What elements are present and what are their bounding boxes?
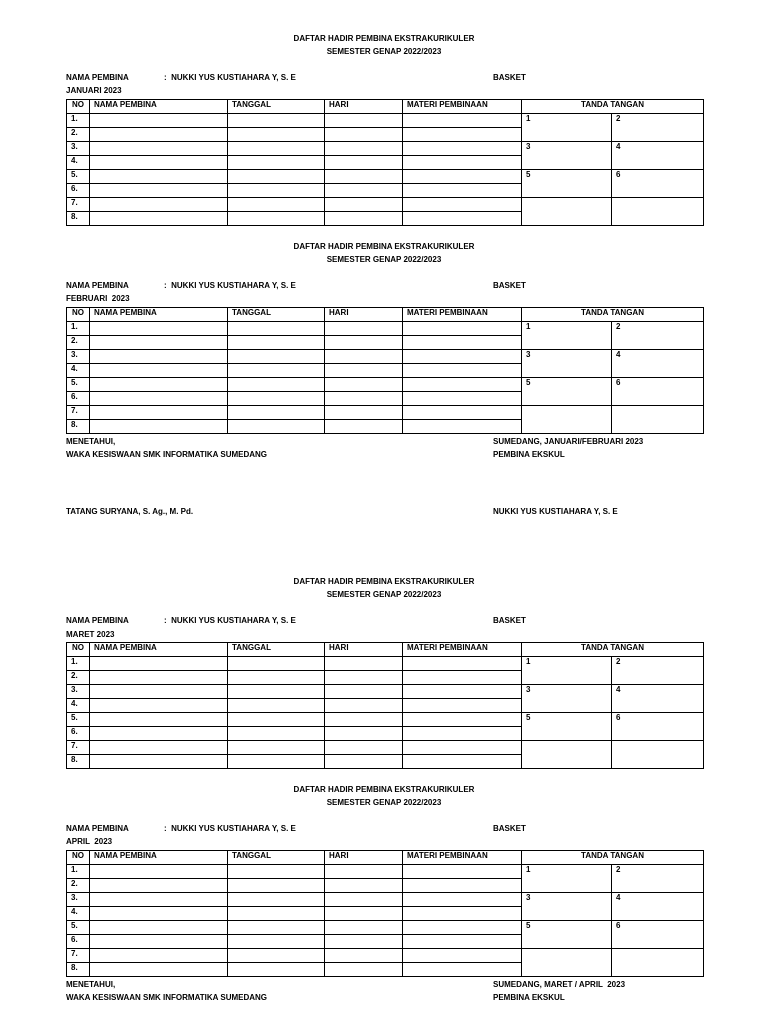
signature-cell[interactable]: 1 (522, 865, 612, 893)
cell-tanggal[interactable] (228, 963, 325, 977)
row-number: 4. (67, 156, 90, 170)
header-no: NO (67, 643, 90, 657)
cell-hari[interactable] (325, 921, 403, 935)
nama-pembina-label: NAMA PEMBINA (66, 281, 129, 290)
signature-cell[interactable]: 6 (612, 170, 704, 198)
cell-nama[interactable] (90, 671, 228, 685)
cell-hari[interactable] (325, 935, 403, 949)
cell-materi[interactable] (403, 963, 522, 977)
attendance-table (66, 850, 704, 977)
cell-nama[interactable] (90, 350, 228, 364)
cell-hari[interactable] (325, 420, 403, 434)
table-header-row (67, 851, 704, 865)
cell-tanggal[interactable] (228, 741, 325, 755)
header-tanggal: TANGGAL (228, 308, 325, 322)
cell-hari[interactable] (325, 907, 403, 921)
cell-materi[interactable] (403, 212, 522, 226)
row-number: 1. (67, 865, 90, 879)
cell-hari[interactable] (325, 114, 403, 128)
nama-pembina-value: : NUKKI YUS KUSTIAHARA Y, S. E (164, 281, 296, 290)
signature-cell[interactable]: 4 (612, 142, 704, 170)
pembina-ekskul-label: PEMBINA EKSKUL (493, 993, 565, 1002)
signature-cell[interactable]: 5 (522, 170, 612, 198)
cell-nama[interactable] (90, 893, 228, 907)
cell-nama[interactable] (90, 156, 228, 170)
header-nama-pembina: NAMA PEMBINA (90, 643, 228, 657)
cell-tanggal[interactable] (228, 406, 325, 420)
table-row (67, 685, 704, 699)
row-number: 1. (67, 322, 90, 336)
cell-materi[interactable] (403, 364, 522, 378)
cell-hari[interactable] (325, 184, 403, 198)
signature-cell[interactable]: 4 (612, 893, 704, 921)
cell-tanggal[interactable] (228, 322, 325, 336)
cell-hari[interactable] (325, 671, 403, 685)
cell-materi[interactable] (403, 727, 522, 741)
cell-materi[interactable] (403, 420, 522, 434)
cell-tanggal[interactable] (228, 170, 325, 184)
table-row (67, 949, 704, 963)
waka-signatory-name: TATANG SURYANA, S. Ag., M. Pd. (66, 507, 194, 516)
cell-materi[interactable] (403, 406, 522, 420)
header-tanggal: TANGGAL (228, 851, 325, 865)
month-label: JANUARI 2023 (66, 86, 122, 95)
signature-cell[interactable]: 2 (612, 322, 704, 350)
header-no: NO (67, 308, 90, 322)
table-row (67, 406, 704, 420)
cell-materi[interactable] (403, 184, 522, 198)
place-date-label: SUMEDANG, JANUARI/FEBRUARI 2023 (493, 437, 644, 446)
nama-pembina-value: : NUKKI YUS KUSTIAHARA Y, S. E (164, 73, 296, 82)
document-title: DAFTAR HADIR PEMBINA EKSTRAKURIKULER (293, 785, 475, 794)
cell-nama[interactable] (90, 935, 228, 949)
header-materi: MATERI PEMBINAAN (403, 851, 522, 865)
table-header-row (67, 100, 704, 114)
cell-nama[interactable] (90, 420, 228, 434)
cell-tanggal[interactable] (228, 755, 325, 769)
cell-materi[interactable] (403, 392, 522, 406)
cell-materi[interactable] (403, 713, 522, 727)
cell-nama[interactable] (90, 336, 228, 350)
signature-cell[interactable] (612, 949, 704, 977)
cell-tanggal[interactable] (228, 212, 325, 226)
row-number: 7. (67, 406, 90, 420)
cell-hari[interactable] (325, 198, 403, 212)
cell-nama[interactable] (90, 392, 228, 406)
cell-hari[interactable] (325, 142, 403, 156)
cell-nama[interactable] (90, 378, 228, 392)
signature-cell[interactable]: 5 (522, 713, 612, 741)
cell-tanggal[interactable] (228, 156, 325, 170)
ekskul-label: BASKET (493, 824, 526, 833)
table-row (67, 170, 704, 184)
cell-nama[interactable] (90, 755, 228, 769)
table-row (67, 893, 704, 907)
cell-materi[interactable] (403, 156, 522, 170)
signature-cell[interactable]: 3 (522, 685, 612, 713)
row-number: 1. (67, 657, 90, 671)
table-row (67, 378, 704, 392)
row-number: 5. (67, 713, 90, 727)
header-tanda-tangan: TANDA TANGAN (522, 851, 704, 865)
header-tanda-tangan: TANDA TANGAN (522, 308, 704, 322)
cell-materi[interactable] (403, 336, 522, 350)
cell-hari[interactable] (325, 963, 403, 977)
cell-nama[interactable] (90, 963, 228, 977)
attendance-table (66, 99, 704, 226)
table-row (67, 713, 704, 727)
cell-hari[interactable] (325, 657, 403, 671)
cell-tanggal[interactable] (228, 420, 325, 434)
signature-cell[interactable]: 3 (522, 142, 612, 170)
nama-pembina-label: NAMA PEMBINA (66, 824, 129, 833)
cell-tanggal[interactable] (228, 198, 325, 212)
signature-cell[interactable] (612, 406, 704, 434)
ekskul-label: BASKET (493, 281, 526, 290)
ekskul-label: BASKET (493, 616, 526, 625)
cell-nama[interactable] (90, 657, 228, 671)
semester-subtitle: SEMESTER GENAP 2022/2023 (326, 255, 442, 264)
cell-hari[interactable] (325, 685, 403, 699)
cell-hari[interactable] (325, 322, 403, 336)
ekskul-label: BASKET (493, 73, 526, 82)
cell-tanggal[interactable] (228, 685, 325, 699)
header-tanggal: TANGGAL (228, 100, 325, 114)
menetahui-label: MENETAHUI, (66, 980, 116, 989)
table-row (67, 657, 704, 671)
cell-tanggal[interactable] (228, 935, 325, 949)
row-number: 8. (67, 963, 90, 977)
cell-materi[interactable] (403, 907, 522, 921)
nama-pembina-label: NAMA PEMBINA (66, 616, 129, 625)
row-number: 8. (67, 755, 90, 769)
cell-tanggal[interactable] (228, 114, 325, 128)
cell-materi[interactable] (403, 114, 522, 128)
row-number: 6. (67, 184, 90, 198)
cell-tanggal[interactable] (228, 350, 325, 364)
signature-cell[interactable]: 2 (612, 657, 704, 685)
table-row (67, 322, 704, 336)
header-no: NO (67, 100, 90, 114)
signature-cell[interactable] (522, 406, 612, 434)
cell-hari[interactable] (325, 392, 403, 406)
header-no: NO (67, 851, 90, 865)
row-number: 5. (67, 170, 90, 184)
cell-materi[interactable] (403, 350, 522, 364)
cell-hari[interactable] (325, 336, 403, 350)
row-number: 2. (67, 128, 90, 142)
row-number: 7. (67, 741, 90, 755)
cell-hari[interactable] (325, 893, 403, 907)
signature-cell[interactable] (612, 741, 704, 769)
semester-subtitle: SEMESTER GENAP 2022/2023 (326, 798, 442, 807)
row-number: 2. (67, 671, 90, 685)
cell-materi[interactable] (403, 142, 522, 156)
cell-materi[interactable] (403, 671, 522, 685)
row-number: 4. (67, 907, 90, 921)
cell-tanggal[interactable] (228, 128, 325, 142)
cell-nama[interactable] (90, 699, 228, 713)
row-number: 8. (67, 420, 90, 434)
cell-nama[interactable] (90, 713, 228, 727)
waka-kesiswaan-label: WAKA KESISWAAN SMK INFORMATIKA SUMEDANG (66, 450, 268, 459)
document-title: DAFTAR HADIR PEMBINA EKSTRAKURIKULER (293, 577, 475, 586)
cell-nama[interactable] (90, 322, 228, 336)
row-number: 6. (67, 935, 90, 949)
cell-tanggal[interactable] (228, 699, 325, 713)
header-hari: HARI (325, 100, 403, 114)
row-number: 2. (67, 879, 90, 893)
row-number: 5. (67, 921, 90, 935)
cell-nama[interactable] (90, 921, 228, 935)
cell-nama[interactable] (90, 865, 228, 879)
signature-cell[interactable]: 2 (612, 114, 704, 142)
row-number: 7. (67, 198, 90, 212)
document-title: DAFTAR HADIR PEMBINA EKSTRAKURIKULER (293, 34, 475, 43)
header-nama-pembina: NAMA PEMBINA (90, 851, 228, 865)
table-header-row (67, 308, 704, 322)
month-label: FEBRUARI 2023 (66, 294, 130, 303)
cell-nama[interactable] (90, 142, 228, 156)
cell-nama[interactable] (90, 212, 228, 226)
cell-nama[interactable] (90, 907, 228, 921)
cell-tanggal[interactable] (228, 879, 325, 893)
cell-hari[interactable] (325, 713, 403, 727)
table-header-row (67, 643, 704, 657)
signature-cell[interactable] (612, 198, 704, 226)
header-hari: HARI (325, 643, 403, 657)
cell-materi[interactable] (403, 699, 522, 713)
row-number: 4. (67, 699, 90, 713)
semester-subtitle: SEMESTER GENAP 2022/2023 (326, 47, 442, 56)
cell-materi[interactable] (403, 657, 522, 671)
signature-cell[interactable] (522, 741, 612, 769)
cell-hari[interactable] (325, 406, 403, 420)
header-tanda-tangan: TANDA TANGAN (522, 643, 704, 657)
row-number: 7. (67, 949, 90, 963)
signature-cell[interactable]: 4 (612, 350, 704, 378)
cell-materi[interactable] (403, 865, 522, 879)
row-number: 3. (67, 685, 90, 699)
cell-materi[interactable] (403, 921, 522, 935)
semester-subtitle: SEMESTER GENAP 2022/2023 (326, 590, 442, 599)
header-hari: HARI (325, 851, 403, 865)
cell-tanggal[interactable] (228, 949, 325, 963)
cell-hari[interactable] (325, 364, 403, 378)
signature-cell[interactable]: 5 (522, 921, 612, 949)
cell-materi[interactable] (403, 949, 522, 963)
row-number: 3. (67, 350, 90, 364)
month-label: APRIL 2023 (66, 837, 113, 846)
cell-nama[interactable] (90, 184, 228, 198)
signature-cell[interactable]: 6 (612, 921, 704, 949)
cell-nama[interactable] (90, 406, 228, 420)
row-number: 1. (67, 114, 90, 128)
signature-cell[interactable]: 1 (522, 114, 612, 142)
cell-nama[interactable] (90, 364, 228, 378)
cell-nama[interactable] (90, 741, 228, 755)
table-row (67, 198, 704, 212)
row-number: 8. (67, 212, 90, 226)
signature-cell[interactable]: 4 (612, 685, 704, 713)
cell-hari[interactable] (325, 755, 403, 769)
cell-materi[interactable] (403, 741, 522, 755)
cell-tanggal[interactable] (228, 392, 325, 406)
cell-hari[interactable] (325, 378, 403, 392)
cell-nama[interactable] (90, 128, 228, 142)
waka-kesiswaan-label: WAKA KESISWAAN SMK INFORMATIKA SUMEDANG (66, 993, 268, 1002)
cell-materi[interactable] (403, 685, 522, 699)
month-label: MARET 2023 (66, 630, 115, 639)
signature-cell[interactable] (522, 198, 612, 226)
document-title: DAFTAR HADIR PEMBINA EKSTRAKURIKULER (293, 242, 475, 251)
cell-hari[interactable] (325, 865, 403, 879)
cell-hari[interactable] (325, 699, 403, 713)
row-number: 3. (67, 142, 90, 156)
cell-materi[interactable] (403, 893, 522, 907)
cell-hari[interactable] (325, 727, 403, 741)
cell-nama[interactable] (90, 949, 228, 963)
cell-tanggal[interactable] (228, 336, 325, 350)
cell-tanggal[interactable] (228, 184, 325, 198)
signature-cell[interactable]: 3 (522, 350, 612, 378)
cell-hari[interactable] (325, 170, 403, 184)
cell-tanggal[interactable] (228, 907, 325, 921)
cell-hari[interactable] (325, 879, 403, 893)
nama-pembina-label: NAMA PEMBINA (66, 73, 129, 82)
signature-cell[interactable]: 3 (522, 893, 612, 921)
cell-materi[interactable] (403, 128, 522, 142)
cell-hari[interactable] (325, 350, 403, 364)
cell-tanggal[interactable] (228, 671, 325, 685)
signature-cell[interactable]: 6 (612, 378, 704, 406)
row-number: 6. (67, 392, 90, 406)
cell-materi[interactable] (403, 170, 522, 184)
cell-hari[interactable] (325, 156, 403, 170)
cell-materi[interactable] (403, 935, 522, 949)
table-row (67, 142, 704, 156)
header-nama-pembina: NAMA PEMBINA (90, 308, 228, 322)
cell-tanggal[interactable] (228, 921, 325, 935)
header-nama-pembina: NAMA PEMBINA (90, 100, 228, 114)
table-row (67, 350, 704, 364)
row-number: 5. (67, 378, 90, 392)
cell-nama[interactable] (90, 879, 228, 893)
signature-cell[interactable] (522, 949, 612, 977)
cell-materi[interactable] (403, 879, 522, 893)
cell-hari[interactable] (325, 949, 403, 963)
signature-cell[interactable]: 1 (522, 322, 612, 350)
cell-hari[interactable] (325, 212, 403, 226)
pembina-signatory-name: NUKKI YUS KUSTIAHARA Y, S. E (493, 507, 618, 516)
header-materi: MATERI PEMBINAAN (403, 643, 522, 657)
signature-cell[interactable]: 5 (522, 378, 612, 406)
table-row (67, 114, 704, 128)
header-materi: MATERI PEMBINAAN (403, 308, 522, 322)
cell-tanggal[interactable] (228, 657, 325, 671)
cell-tanggal[interactable] (228, 727, 325, 741)
header-materi: MATERI PEMBINAAN (403, 100, 522, 114)
nama-pembina-value: : NUKKI YUS KUSTIAHARA Y, S. E (164, 824, 296, 833)
cell-tanggal[interactable] (228, 142, 325, 156)
place-date-label: SUMEDANG, MARET / APRIL 2023 (493, 980, 626, 989)
cell-nama[interactable] (90, 114, 228, 128)
table-row (67, 741, 704, 755)
signature-cell[interactable]: 2 (612, 865, 704, 893)
cell-tanggal[interactable] (228, 378, 325, 392)
table-row (67, 921, 704, 935)
pembina-ekskul-label: PEMBINA EKSKUL (493, 450, 565, 459)
cell-materi[interactable] (403, 755, 522, 769)
row-number: 2. (67, 336, 90, 350)
nama-pembina-value: : NUKKI YUS KUSTIAHARA Y, S. E (164, 616, 296, 625)
table-row (67, 865, 704, 879)
row-number: 3. (67, 893, 90, 907)
cell-tanggal[interactable] (228, 893, 325, 907)
cell-materi[interactable] (403, 322, 522, 336)
cell-hari[interactable] (325, 741, 403, 755)
cell-hari[interactable] (325, 128, 403, 142)
cell-nama[interactable] (90, 685, 228, 699)
signature-cell[interactable]: 6 (612, 713, 704, 741)
menetahui-label: MENETAHUI, (66, 437, 116, 446)
cell-nama[interactable] (90, 170, 228, 184)
cell-nama[interactable] (90, 198, 228, 212)
cell-nama[interactable] (90, 727, 228, 741)
row-number: 4. (67, 364, 90, 378)
cell-materi[interactable] (403, 378, 522, 392)
header-tanggal: TANGGAL (228, 643, 325, 657)
cell-tanggal[interactable] (228, 713, 325, 727)
attendance-table (66, 642, 704, 769)
attendance-table (66, 307, 704, 434)
cell-tanggal[interactable] (228, 364, 325, 378)
row-number: 6. (67, 727, 90, 741)
cell-tanggal[interactable] (228, 865, 325, 879)
header-tanda-tangan: TANDA TANGAN (522, 100, 704, 114)
header-hari: HARI (325, 308, 403, 322)
signature-cell[interactable]: 1 (522, 657, 612, 685)
cell-materi[interactable] (403, 198, 522, 212)
